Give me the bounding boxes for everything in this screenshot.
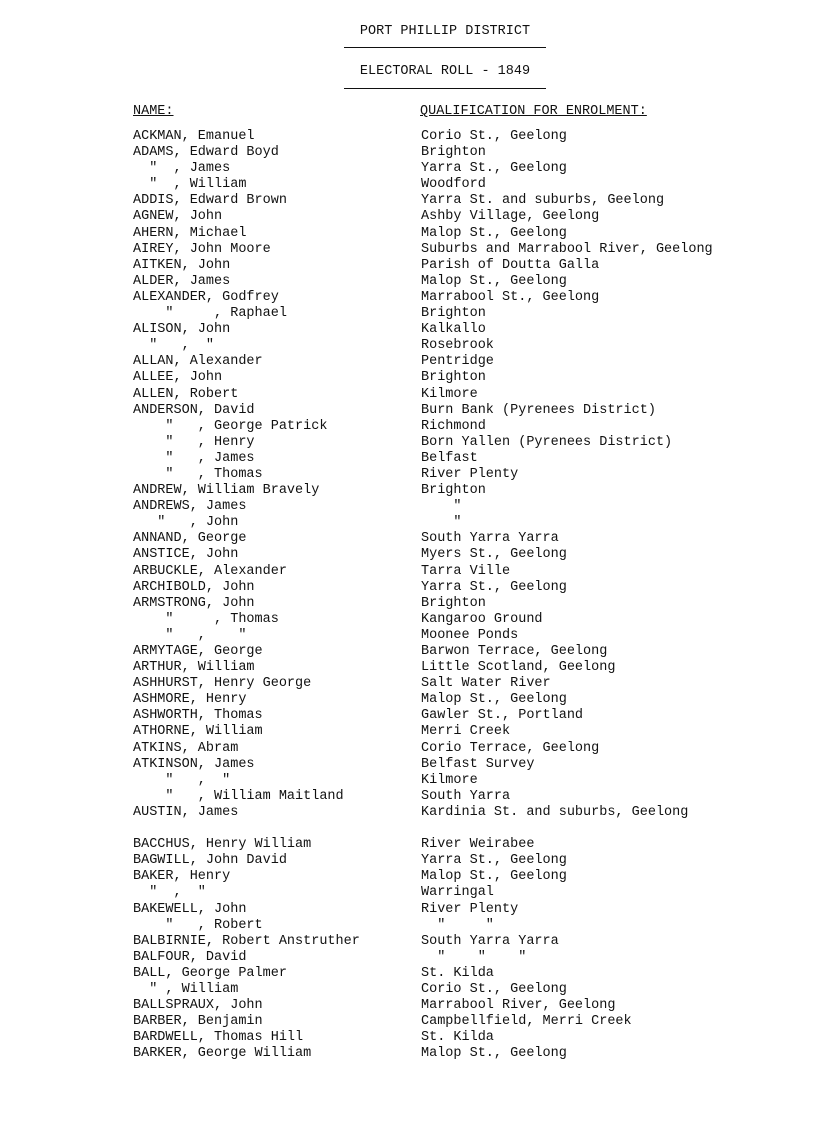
entry-name: ADAMS, Edward Boyd <box>133 145 279 161</box>
entry-name: ALLEN, Robert <box>133 386 239 402</box>
entry-qualification: Malop St., Geelong <box>421 273 567 289</box>
entry-name: ARTHUR, William <box>133 660 255 676</box>
entry-name: " , William Maitland <box>133 788 344 804</box>
roll-entry-row <box>0 853 816 869</box>
entry-name: ASHMORE, Henry <box>133 692 247 708</box>
entry-name: ANNAND, George <box>133 531 247 547</box>
roll-entry-row <box>0 660 816 676</box>
entry-name: AHERN, Michael <box>133 225 247 241</box>
entry-name: " , William <box>133 981 239 997</box>
roll-entry-row <box>0 306 816 322</box>
entry-name: ARMYTAGE, George <box>133 644 263 659</box>
entry-qualification: Brighton <box>421 483 486 499</box>
roll-entry-row <box>0 177 816 193</box>
roll-entry-row <box>0 950 816 966</box>
entry-name: ATKINS, Abram <box>133 740 239 756</box>
entry-qualification: Burn Bank (Pyrenees District) <box>421 402 656 418</box>
roll-entry-row <box>0 1014 816 1030</box>
roll-entry-row <box>0 258 816 274</box>
entry-name: " , James <box>133 161 231 177</box>
entry-qualification: Kilmore <box>421 772 478 788</box>
roll-entry-row <box>0 724 816 740</box>
entry-name: AGNEW, John <box>133 209 223 225</box>
roll-entries <box>0 129 816 1062</box>
entry-name: " , John <box>133 515 239 531</box>
entry-name: " , Thomas <box>133 611 279 627</box>
entry-name: ANDERSON, David <box>133 402 255 418</box>
roll-entry-row <box>0 596 816 612</box>
entry-name: BAGWILL, John David <box>133 853 287 869</box>
entry-qualification: Barwon Terrace, Geelong <box>421 644 608 659</box>
subtitle-underline <box>344 88 546 89</box>
entry-name: ATKINSON, James <box>133 756 255 772</box>
entry-name: BARKER, George William <box>133 1046 312 1062</box>
roll-entry-row <box>0 692 816 708</box>
entry-qualification: Yarra St., Geelong <box>421 853 567 869</box>
entry-name: ARMSTRONG, John <box>133 595 255 611</box>
roll-entry-row <box>0 242 816 258</box>
entry-name: ARBUCKLE, Alexander <box>133 563 287 579</box>
roll-entry-row <box>0 869 816 885</box>
entry-qualification: Gawler St., Portland <box>421 708 584 724</box>
roll-entry-row <box>0 338 816 354</box>
entry-name: BALL, George Palmer <box>133 965 287 981</box>
district-title: PORT PHILLIP DISTRICT <box>359 24 531 39</box>
roll-entry-row <box>0 564 816 580</box>
roll-entry-row <box>0 934 816 950</box>
entry-qualification: Parish of Doutta Galla <box>421 257 600 273</box>
roll-entry-row <box>0 387 816 403</box>
entry-name: " , " <box>133 627 247 643</box>
roll-entry-row <box>0 467 816 483</box>
entry-name: BAKER, Henry <box>133 869 231 885</box>
entry-qualification: Corio St., Geelong <box>421 981 567 997</box>
entry-name: ALDER, James <box>133 273 231 289</box>
entry-qualification: River Plenty <box>421 901 519 917</box>
roll-entry-row <box>0 676 816 692</box>
roll-entry-row <box>0 628 816 644</box>
roll-entry-row <box>0 902 816 918</box>
roll-entry-row <box>0 161 816 177</box>
entry-qualification: Corio St., Geelong <box>421 129 567 144</box>
roll-entry-row <box>0 145 816 161</box>
roll-entry-row <box>0 1030 816 1046</box>
entry-qualification: Brighton <box>421 145 486 161</box>
roll-entry-row <box>0 226 816 242</box>
entry-name: ARCHIBOLD, John <box>133 579 255 595</box>
entry-qualification: Myers St., Geelong <box>421 547 567 563</box>
entry-name: " , James <box>133 450 255 466</box>
roll-entry-row <box>0 1046 816 1062</box>
entry-qualification: Malop St., Geelong <box>421 869 567 885</box>
entry-qualification: " <box>421 515 462 531</box>
entry-name: AUSTIN, James <box>133 804 239 820</box>
entry-name: BARBER, Benjamin <box>133 1014 263 1030</box>
entry-name: " , Henry <box>133 434 255 450</box>
roll-entry-row <box>0 547 816 563</box>
entry-qualification: Rosebrook <box>421 338 494 354</box>
entry-name: ATHORNE, William <box>133 724 263 740</box>
entry-qualification: South Yarra Yarra <box>421 531 559 547</box>
entry-qualification: Tarra Ville <box>421 563 511 579</box>
roll-entry-row <box>0 885 816 901</box>
entry-name: AIREY, John Moore <box>133 241 271 257</box>
entry-name: AITKEN, John <box>133 257 231 273</box>
entry-name: ANSTICE, John <box>133 547 239 563</box>
roll-entry-row <box>0 451 816 467</box>
roll-entry-row <box>0 274 816 290</box>
entry-qualification: Malop St., Geelong <box>421 225 567 241</box>
entry-qualification: River Weirabee <box>421 837 535 853</box>
roll-entry-row <box>0 419 816 435</box>
entry-name: BALLSPRAUX, John <box>133 998 263 1014</box>
entry-name: ANDREW, William Bravely <box>133 483 320 499</box>
entry-name: ALLAN, Alexander <box>133 354 263 370</box>
roll-entry-row <box>0 209 816 225</box>
entry-qualification: Marrabool St., Geelong <box>421 289 600 305</box>
roll-entry-row <box>0 837 816 853</box>
entry-name: BALFOUR, David <box>133 949 247 965</box>
entry-qualification: " " " <box>421 949 527 965</box>
entry-qualification: Campbellfield, Merri Creek <box>421 1014 632 1030</box>
entry-name: " , Robert <box>133 917 263 933</box>
roll-entry-row <box>0 757 816 773</box>
entry-qualification: Kalkallo <box>421 322 486 338</box>
roll-entry-row <box>0 499 816 515</box>
entry-qualification: Moonee Ponds <box>421 627 519 643</box>
entry-name: ALEXANDER, Godfrey <box>133 289 279 305</box>
entry-qualification: South Yarra Yarra <box>421 933 559 949</box>
entry-qualification: " <box>421 499 462 515</box>
roll-entry-row <box>0 644 816 660</box>
roll-entry-row <box>0 322 816 338</box>
entry-qualification: Little Scotland, Geelong <box>421 660 616 676</box>
entry-name: " , William <box>133 177 247 193</box>
entry-name: ALISON, John <box>133 322 231 338</box>
roll-entry-row <box>0 918 816 934</box>
entry-name: ASHHURST, Henry George <box>133 676 312 692</box>
roll-title: ELECTORAL ROLL - 1849 <box>359 64 531 79</box>
roll-entry-row <box>0 982 816 998</box>
roll-entry-row <box>0 789 816 805</box>
roll-entry-row <box>0 370 816 386</box>
entry-qualification: Kangaroo Ground <box>421 611 543 627</box>
entry-qualification: Yarra St., Geelong <box>421 579 567 595</box>
entry-name: " , Raphael <box>133 306 287 322</box>
roll-entry-row <box>0 515 816 531</box>
entry-qualification: " " <box>421 917 494 933</box>
entry-qualification: Richmond <box>421 418 486 434</box>
roll-entry-row <box>0 805 816 821</box>
roll-entry-row <box>0 435 816 451</box>
entry-qualification: Kardinia St. and suburbs, Geelong <box>421 804 689 820</box>
entry-name: ADDIS, Edward Brown <box>133 193 287 209</box>
entry-qualification: Belfast Survey <box>421 756 535 772</box>
entry-qualification: Corio Terrace, Geelong <box>421 740 600 756</box>
entry-qualification: Merri Creek <box>421 724 511 740</box>
entry-name: ASHWORTH, Thomas <box>133 708 263 724</box>
roll-entry-row <box>0 998 816 1014</box>
entry-name: BALBIRNIE, Robert Anstruther <box>133 933 360 949</box>
roll-entry-row <box>0 403 816 419</box>
entry-qualification: Brighton <box>421 370 486 386</box>
column-header-qualification: QUALIFICATION FOR ENROLMENT: <box>420 104 647 119</box>
entry-qualification: St. Kilda <box>421 1030 494 1046</box>
title-underline <box>344 47 546 48</box>
roll-entry-row <box>0 580 816 596</box>
entry-qualification: Brighton <box>421 306 486 322</box>
entry-qualification: Belfast <box>421 450 478 466</box>
entry-qualification: Malop St., Geelong <box>421 692 567 708</box>
entry-name: " , George Patrick <box>133 418 328 434</box>
entry-name: " , Thomas <box>133 466 263 482</box>
entry-qualification: St. Kilda <box>421 965 494 981</box>
entry-qualification: Marrabool River, Geelong <box>421 998 616 1014</box>
roll-entry-row <box>0 354 816 370</box>
entry-qualification: Pentridge <box>421 354 494 370</box>
entry-qualification: Salt Water River <box>421 676 551 692</box>
entry-qualification: River Plenty <box>421 466 519 482</box>
roll-entry-row <box>0 612 816 628</box>
entry-qualification: Kilmore <box>421 386 478 402</box>
entry-name: " , " <box>133 885 206 901</box>
roll-entry-row <box>0 966 816 982</box>
entry-qualification: South Yarra <box>421 788 511 804</box>
entry-qualification: Warringal <box>421 885 494 901</box>
entry-name: ALLEE, John <box>133 370 223 386</box>
entry-name: " , " <box>133 772 231 788</box>
column-header-name: NAME: <box>133 104 174 119</box>
roll-entry-row <box>0 129 816 145</box>
roll-entry-row <box>0 773 816 789</box>
entry-name: BAKEWELL, John <box>133 901 247 917</box>
entry-qualification: Yarra St., Geelong <box>421 161 567 177</box>
entry-qualification: Malop St., Geelong <box>421 1046 567 1062</box>
entry-name: ACKMAN, Emanuel <box>133 129 255 144</box>
entry-name: " , " <box>133 338 215 354</box>
roll-entry-row <box>0 193 816 209</box>
roll-entry-row <box>0 531 816 547</box>
roll-entry-row <box>0 821 816 837</box>
roll-entry-row <box>0 708 816 724</box>
entry-name: BACCHUS, Henry William <box>133 837 312 853</box>
entry-qualification: Ashby Village, Geelong <box>421 209 600 225</box>
entry-qualification: Brighton <box>421 595 486 611</box>
roll-entry-row <box>0 290 816 306</box>
entry-qualification: Yarra St. and suburbs, Geelong <box>421 193 665 209</box>
entry-qualification: Born Yallen (Pyrenees District) <box>421 434 673 450</box>
entry-qualification: Woodford <box>421 177 486 193</box>
roll-entry-row <box>0 483 816 499</box>
entry-name: ANDREWS, James <box>133 499 247 515</box>
entry-qualification: Suburbs and Marrabool River, Geelong <box>421 241 713 257</box>
roll-entry-row <box>0 741 816 757</box>
entry-name: BARDWELL, Thomas Hill <box>133 1030 304 1046</box>
